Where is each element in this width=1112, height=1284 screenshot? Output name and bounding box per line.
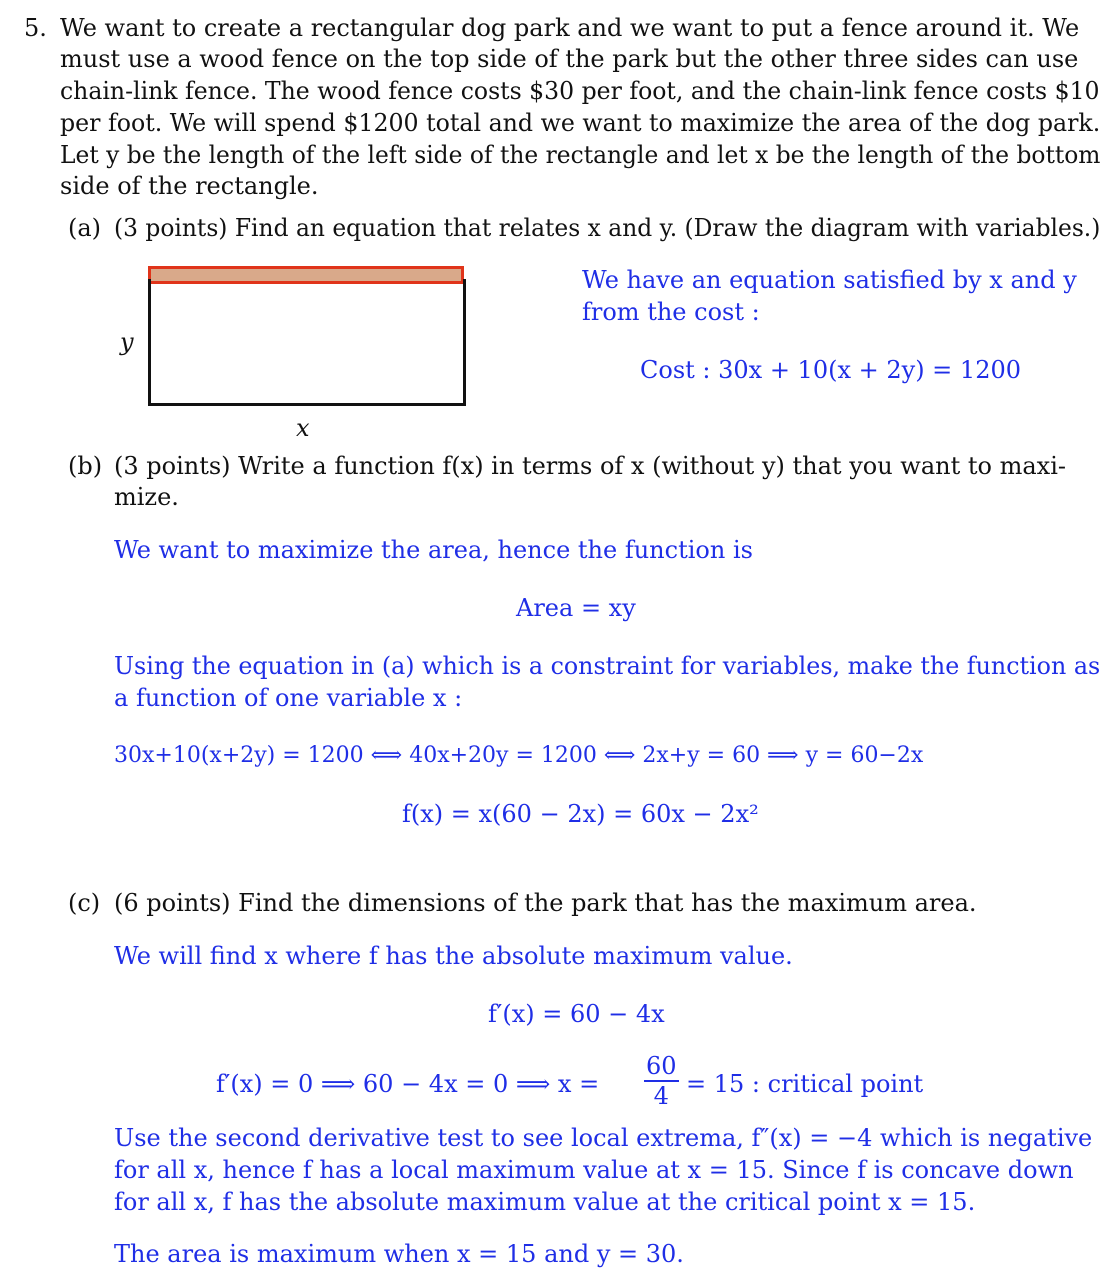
diagram-x-label: x <box>296 414 310 442</box>
part-b-label: (b) <box>68 452 103 480</box>
second-derivative-test-line-1: Use the second derivative test to see local extrema, f″(x) = −4 which is negative <box>114 1124 1093 1152</box>
conclusion: The area is maximum when x = 15 and y = 30. <box>114 1240 684 1268</box>
park-rectangle <box>148 279 466 406</box>
derivative-equation: f′(x) = 60 − 4x <box>488 1000 665 1028</box>
problem-number: 5. <box>24 14 47 42</box>
critical-left: f′(x) = 0 ⟹ 60 − 4x = 0 ⟹ x = <box>216 1070 600 1098</box>
fraction-numerator: 60 <box>646 1052 677 1080</box>
diagram-y-label: y <box>120 328 134 356</box>
second-derivative-test-line-3: for all x, f has the absolute maximum value at the critical point x = 15. <box>114 1188 976 1216</box>
part-c-question: (6 points) Find the dimensions of the park that has the maximum area. <box>114 889 977 917</box>
part-a-question: (3 points) Find an equation that relates x and y. (Draw the diagram with variables.) <box>114 214 1101 242</box>
constraint-chain-equation: 30x+10(x+2y) = 1200 ⟺ 40x+20y = 1200 ⟺ 2x+y = 60 ⟹ y = 60−2x <box>114 743 924 768</box>
part-b-question-line-2: mize. <box>114 483 179 511</box>
cost-equation: Cost : 30x + 10(x + 2y) = 1200 <box>640 356 1021 384</box>
part-c-label: (c) <box>68 889 101 917</box>
problem-line-3: chain-link fence. The wood fence costs $30 per foot, and the chain-link fence costs $10 <box>60 77 1100 105</box>
critical-fraction <box>644 1052 679 1110</box>
part-b-answer-2-line-1: Using the equation in (a) which is a constraint for variables, make the function as <box>114 652 1101 680</box>
fraction-denominator: 4 <box>653 1082 669 1110</box>
function-equation: f(x) = x(60 − 2x) = 60x − 2x² <box>402 800 759 828</box>
problem-line-1: We want to create a rectangular dog park and we want to put a fence around it. We <box>60 14 1080 42</box>
part-c-answer-1: We will find x where f has the absolute maximum value. <box>114 942 793 970</box>
area-equation: Area = xy <box>516 594 636 622</box>
problem-line-2: must use a wood fence on the top side of the park but the other three sides can use <box>60 45 1079 73</box>
critical-right: = 15 : critical point <box>686 1070 924 1098</box>
problem-line-4: per foot. We will spend $1200 total and we want to maximize the area of the dog park. <box>60 109 1101 137</box>
part-a-answer-line-2: from the cost : <box>582 298 760 326</box>
part-a-label: (a) <box>68 214 102 242</box>
part-a-answer-line-1: We have an equation satisfied by x and y <box>582 266 1077 294</box>
problem-line-5: Let y be the length of the left side of the rectangle and let x be the length of the bottom <box>60 141 1101 169</box>
part-b-answer-1: We want to maximize the area, hence the function is <box>114 536 753 564</box>
part-b-question-line-1: (3 points) Write a function f(x) in terms of x (without y) that you want to maxi- <box>114 452 1066 480</box>
second-derivative-test-line-2: for all x, hence f has a local maximum value at x = 15. Since f is concave down <box>114 1156 1074 1184</box>
problem-line-6: side of the rectangle. <box>60 172 319 200</box>
part-b-answer-2-line-2: a function of one variable x : <box>114 684 463 712</box>
